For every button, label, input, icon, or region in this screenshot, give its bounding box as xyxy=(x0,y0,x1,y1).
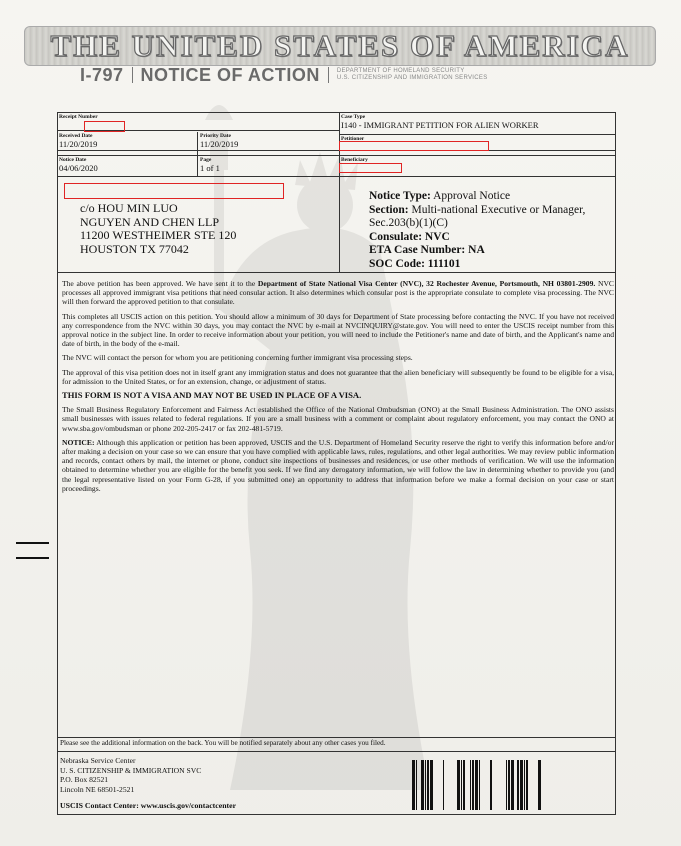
petitioner-label: Petitioner xyxy=(341,136,365,142)
paragraph-not-visa: THIS FORM IS NOT A VISA AND MAY NOT BE USED IN PLACE OF A VISA. xyxy=(62,390,362,401)
case-type-label: Case Type xyxy=(341,114,366,120)
paragraph-approval xyxy=(62,279,614,307)
barcode-bar xyxy=(472,760,474,810)
barcode-bar xyxy=(506,760,507,810)
barcode-bar xyxy=(508,760,510,810)
notice-type-value: Approval Notice xyxy=(433,190,511,202)
notice-date-cell xyxy=(59,157,98,173)
received-date-cell xyxy=(59,133,97,149)
address-line-2: NGUYEN AND CHEN LLP xyxy=(80,214,219,229)
redaction-beneficiary xyxy=(339,163,402,173)
nvc-address: Department of State National Visa Center (NVC), 32 Rochester Avenue, Portsmouth, NH 03801-2909. xyxy=(257,279,596,288)
margin-mark xyxy=(16,557,49,559)
soc-row xyxy=(369,258,614,272)
barcode-bar xyxy=(461,760,462,810)
barcode-bar xyxy=(430,760,433,810)
banner-title: THE UNITED STATES OF AMERICA xyxy=(50,28,630,63)
paragraph-nvc-contact: The NVC will contact the person for whom you are petitioning concerning further immigrant visa processing steps. xyxy=(62,353,413,363)
barcode-bar xyxy=(457,760,460,810)
received-date-label: Received Date xyxy=(59,133,93,139)
barcode xyxy=(412,760,542,810)
barcode-bar xyxy=(490,760,492,810)
received-date-value: 11/20/2019 xyxy=(59,139,98,149)
address-line-3: 11200 WESTHEIMER STE 120 xyxy=(80,228,237,242)
priority-date-cell xyxy=(200,133,238,149)
service-center-address xyxy=(60,756,201,794)
paragraph-approval-text-cont: NVC processes all approved immigrant visa petitions that need consular action. It also determines which consular post is the appropriate consulate to complete visa processing. The NVC will then forward the approved petition to that consulate. xyxy=(62,279,614,307)
service-center-line-3: P.O. Box 82521 xyxy=(60,775,109,784)
barcode-bar xyxy=(526,760,528,810)
barcode-bar xyxy=(443,760,444,810)
barcode-bar xyxy=(517,760,519,810)
grid-line xyxy=(197,132,198,176)
paragraph-notice xyxy=(62,438,614,493)
form-subhead xyxy=(80,64,488,86)
notice-body xyxy=(62,279,614,498)
paragraph-approval-text: The above petition has been approved. We have sent it to the xyxy=(62,279,258,288)
barcode-bar xyxy=(412,760,415,810)
grid-line xyxy=(339,134,616,135)
grid-line xyxy=(57,737,616,738)
address-line-4: HOUSTON TX 77042 xyxy=(80,241,189,256)
notice-label: NOTICE: xyxy=(62,437,95,447)
barcode-bar xyxy=(524,760,525,810)
notice-type-label: Notice Type: xyxy=(369,190,431,202)
barcode-bar xyxy=(425,760,426,810)
form-number: I-797 xyxy=(80,64,124,85)
barcode-bar xyxy=(538,760,541,810)
redaction-petitioner xyxy=(339,141,489,151)
page-label: Page xyxy=(200,157,212,163)
consulate-label: Consulate: xyxy=(369,230,423,243)
notice-date-value: 04/06/2020 xyxy=(59,163,98,173)
priority-date-label: Priority Date xyxy=(200,133,231,139)
grid-line xyxy=(57,155,616,156)
eta-row xyxy=(369,244,614,258)
consulate-value: NVC xyxy=(424,230,450,243)
eta-label: ETA Case Number: xyxy=(369,244,466,257)
department-name xyxy=(337,68,488,82)
department-line-2: U.S. CITIZENSHIP AND IMMIGRATION SERVICES xyxy=(336,75,488,81)
grid-line xyxy=(57,176,616,177)
barcode-bar xyxy=(421,760,424,810)
eta-value: NA xyxy=(468,244,485,257)
barcode-bar xyxy=(427,760,429,810)
receipt-number-label: Receipt Number xyxy=(59,114,98,120)
paragraph-status: The approval of this visa petition does not in itself grant any immigration status and does not guarantee that the alien beneficiary will subsequently be found to be eligible for a visa, for admission to the United States, or for an extension, change, or adjustment of status. xyxy=(62,367,614,386)
divider xyxy=(328,67,329,83)
margin-mark xyxy=(16,542,49,544)
barcode-bar xyxy=(475,760,478,810)
grid-line xyxy=(57,751,616,752)
grid-line xyxy=(57,272,616,273)
section-label: Section: xyxy=(369,203,409,216)
grid-line xyxy=(339,176,340,272)
barcode-bar xyxy=(511,760,514,810)
priority-date-value: 11/20/2019 xyxy=(200,139,239,149)
barcode-bar xyxy=(463,760,465,810)
page-cell xyxy=(200,157,220,173)
soc-label: SOC Code: xyxy=(369,257,425,270)
notice-title: NOTICE OF ACTION xyxy=(140,64,320,85)
page-value: 1 of 1 xyxy=(200,163,220,173)
notice-date-label: Notice Date xyxy=(59,157,87,163)
paragraph-ombudsman: The Small Business Regulatory Enforcement and Fairness Act established the Office of the National Ombudsman (ONO) at the Small Business Administration. The ONO assists small businesses with issues related to federal regulations. If you are a small business with a comment or complaint about regulatory enforcement, you may contact the ONO at www.sba.gov/ombudsman or phone 202-205-2417 or fax 202-481-5719. xyxy=(62,405,614,433)
title-banner xyxy=(24,26,656,66)
service-center-line-2: U. S. CITIZENSHIP & IMMIGRATION SVC xyxy=(60,765,202,775)
barcode-bar xyxy=(479,760,480,810)
notice-type-row xyxy=(369,190,614,204)
consulate-row xyxy=(369,231,614,245)
redaction-petitioner-name xyxy=(64,183,284,199)
case-type-value: I140 - IMMIGRANT PETITION FOR ALIEN WORKER xyxy=(341,120,539,130)
notice-details xyxy=(369,190,614,272)
section-row xyxy=(369,204,614,231)
beneficiary-label: Beneficiary xyxy=(341,157,368,163)
redaction-receipt-number xyxy=(84,121,125,132)
service-center-line-4: Lincoln NE 68501-2521 xyxy=(60,784,135,794)
grid-line xyxy=(57,150,616,151)
paragraph-completion: This completes all USCIS action on this petition. You should allow a minimum of 30 days for Department of State processing before contacting the NVC. If you have not received any correspondence from the NVC within 30 days, you may contact the NVC by e-mail at NVCINQUIRY@state.gov. You will need to enter the USCIS receipt number from this approval notice in the subject line. In order to receive information about your petition, you will need to include the Petitioner's name and date of birth, and the Applicant's name and date of birth, in the body of the e-mail. xyxy=(62,311,614,349)
footer-note: Please see the additional information on the back. You will be notified separately about any other cases you filed. xyxy=(60,739,386,747)
section-value: Multi-national Executive or Manager, Sec.203(b)(1)(C) xyxy=(369,203,586,230)
soc-value: 111101 xyxy=(427,257,461,270)
barcode-bar xyxy=(520,760,523,810)
barcode-bar xyxy=(470,760,471,810)
receipt-number-cell xyxy=(59,114,98,120)
barcode-bar xyxy=(416,760,417,810)
address-line-1: c/o HOU MIN LUO xyxy=(80,201,178,215)
divider xyxy=(132,67,133,83)
mailing-address xyxy=(80,202,236,256)
notice-text: Although this application or petition has been approved, USCIS and the U.S. Department of Homeland Security reserve the right to verify this information before and/or after making a decision on your case so we can ensure that you have complied with applicable laws, rules, regulations, and other legal authorities. We may review public information and records, contact others by mail, the internet or phone, conduct site inspections of businesses and residences, or use other methods of verification. We will use the information obtained to determine whether you are eligible for the benefit you seek. If we find any derogatory information, we will follow the law in determining whether to provide you (and the legal representative listed on your Form G-28, if you submitted one) an opportunity to address that information before we make a formal decision on your case or start proceedings. xyxy=(62,437,614,493)
contact-center: USCIS Contact Center: www.uscis.gov/contactcenter xyxy=(60,801,237,810)
department-line-1: DEPARTMENT OF HOMELAND SECURITY xyxy=(336,68,465,74)
service-center-line-1: Nebraska Service Center xyxy=(60,756,136,765)
case-type-cell xyxy=(341,114,539,130)
